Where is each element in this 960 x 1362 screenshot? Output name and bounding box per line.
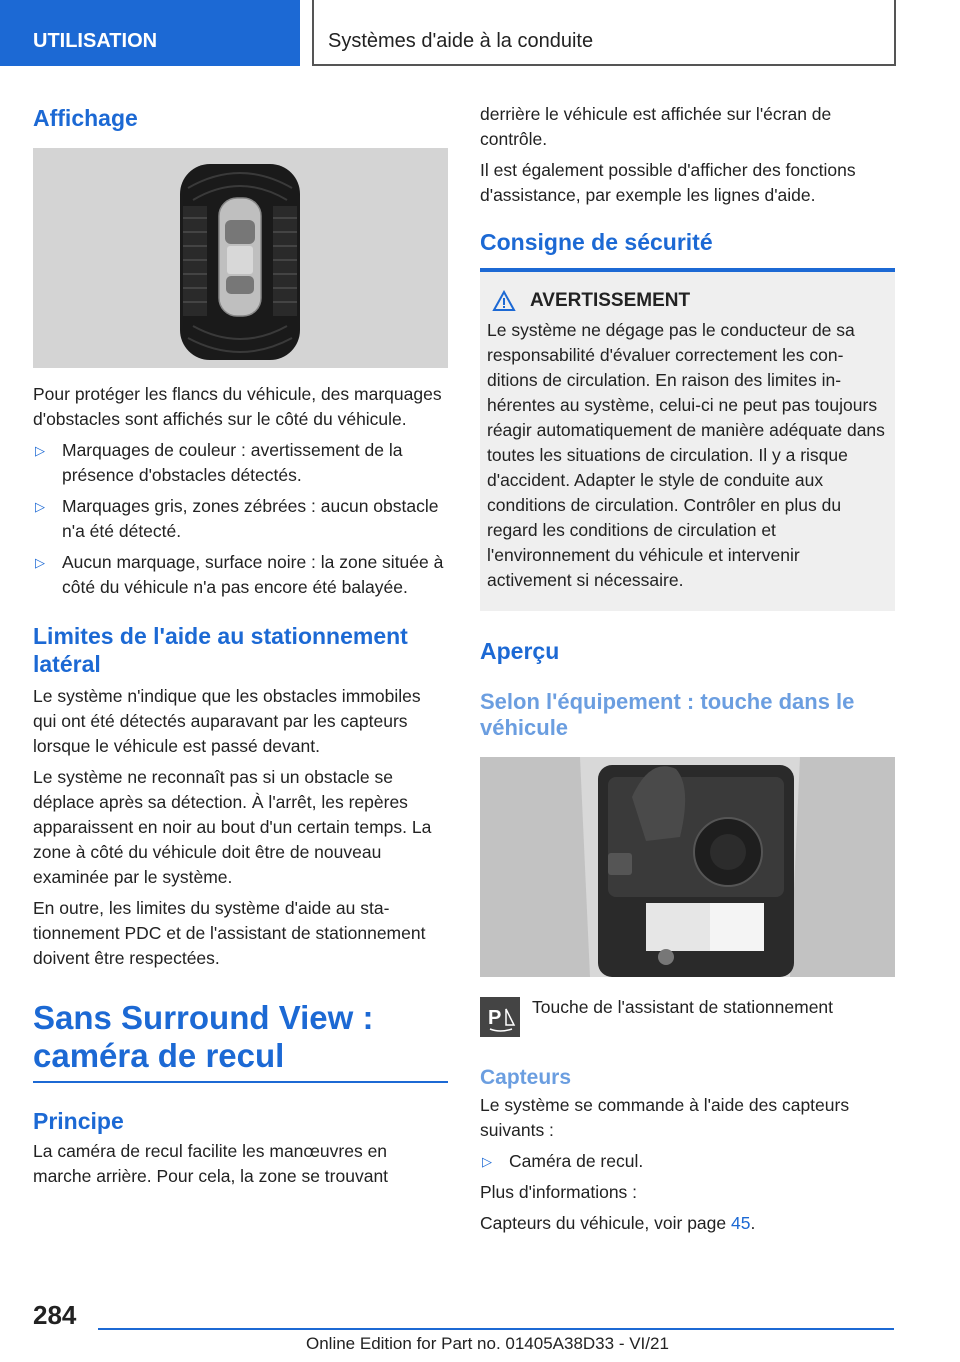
triangle-bullet-icon: ▷ bbox=[35, 499, 45, 514]
plus-info: Plus d'informations : bbox=[480, 1182, 638, 1202]
warning-text: Le système ne dégage pas le conducteur de sa responsabilité d'évaluer correctement les conditions de circulation. En raison des limites inhérentes au système, celui-ci ne peut pas toujours réagir automatiquement de manière adéquate dans toutes les situations de circulation. Il y a risque d'accident. Adapter le style de conduite aux conditions de circulation. Contrôler en plus du regard les conditions de circulation et l'environnement du véhicule et intervenir activement si nécessaire. bbox=[487, 320, 885, 590]
apercu-heading: Aperçu bbox=[480, 638, 560, 664]
limites-heading: Limites de l'aide au stationnement latéral bbox=[33, 623, 408, 677]
left-column bbox=[33, 96, 448, 1195]
principe-heading: Principe bbox=[33, 1108, 124, 1134]
warning-header bbox=[487, 290, 887, 312]
limites-paragraph-3: En outre, les limites du système d'aide au stationnement PDC et de l'assistant de stationnement doivent être respectées. bbox=[33, 898, 426, 968]
affichage-heading: Affichage bbox=[33, 105, 138, 131]
page-reference: Capteurs du véhicule, voir page 45. bbox=[480, 1213, 756, 1233]
affichage-bullet-list bbox=[33, 438, 448, 600]
park-assist-button-row bbox=[480, 997, 895, 1037]
car-top-view-icon bbox=[33, 148, 448, 368]
limites-paragraph-1: Le système n'indique que les obstacles immobiles qui ont été détectés auparavant par les capteurs lorsque le véhicule est passé devant. bbox=[33, 686, 421, 756]
triangle-bullet-icon: ▷ bbox=[35, 443, 45, 458]
list-item: ▷ Marquages de couleur : avertissement de la présence d'obstacles détectés. bbox=[35, 440, 403, 485]
principe-text: La caméra de recul facilite les manœuvres en marche arrière. Pour cela, la zone se trouvant bbox=[33, 1141, 389, 1186]
warning-label: AVERTISSEMENT bbox=[530, 290, 691, 311]
park-assist-button-icon bbox=[480, 997, 520, 1037]
list-item: ▷ Marquages gris, zones zébrées : aucun obstacle n'a été détecté. bbox=[35, 496, 439, 541]
triangle-bullet-icon: ▷ bbox=[482, 1154, 492, 1169]
consigne-heading: Consigne de sécurité bbox=[480, 228, 895, 273]
footer-rule bbox=[98, 1328, 894, 1330]
triangle-bullet-icon: ▷ bbox=[35, 555, 45, 570]
side-parking-display-image bbox=[33, 148, 448, 368]
warning-triangle-icon bbox=[492, 290, 516, 312]
header-title: Systèmes d'aide à la conduite bbox=[312, 0, 896, 66]
header-section-tab: UTILISATION bbox=[0, 0, 300, 66]
warning-box bbox=[480, 272, 895, 611]
page-number: 284 bbox=[33, 1300, 77, 1330]
footer-edition: Online Edition for Part no. 01405A38D33 - VI/21 bbox=[306, 1334, 669, 1353]
affichage-text: Pour protéger les flancs du véhicule, des marquages d'obstacles sont affichés sur le côté du véhicule. bbox=[33, 384, 442, 429]
list-item: ▷ Caméra de recul. bbox=[480, 1149, 895, 1174]
capteurs-bullet-list bbox=[480, 1149, 895, 1174]
capteurs-text: Le système se commande à l'aide des capteurs suivants : bbox=[480, 1095, 850, 1140]
limites-paragraph-2: Le système ne reconnaît pas si un obstacle se déplace après sa détection. À l'arrêt, les repères apparaissent en noir au bout d'un certain temps. La zone à côté du véhicule doit être de nouveau examinée par le système. bbox=[33, 767, 432, 887]
gear-selector-icon bbox=[480, 757, 895, 977]
touche-label: Touche de l'assistant de stationnement bbox=[532, 997, 834, 1017]
console-button-image bbox=[480, 757, 895, 977]
continued-paragraph-2: Il est également possible d'afficher des fonctions d'assistance, par exemple les lignes d'aide. bbox=[480, 160, 856, 205]
capteurs-heading: Capteurs bbox=[480, 1066, 572, 1089]
right-column bbox=[480, 102, 895, 1242]
continued-paragraph-1: derrière le véhicule est affichée sur l'écran de contrôle. bbox=[480, 104, 832, 149]
list-item: ▷ Aucun marquage, surface noire : la zone située à côté du véhicule n'a pas encore été balayée. bbox=[35, 552, 444, 597]
sans-surround-view-heading: Sans Surround View : caméra de recul bbox=[33, 999, 448, 1083]
selon-equipement-heading: Selon l'équipement : touche dans le véhicule bbox=[480, 689, 855, 740]
page-link[interactable]: 45 bbox=[730, 1213, 751, 1233]
svg-text:P: P bbox=[488, 1007, 502, 1029]
